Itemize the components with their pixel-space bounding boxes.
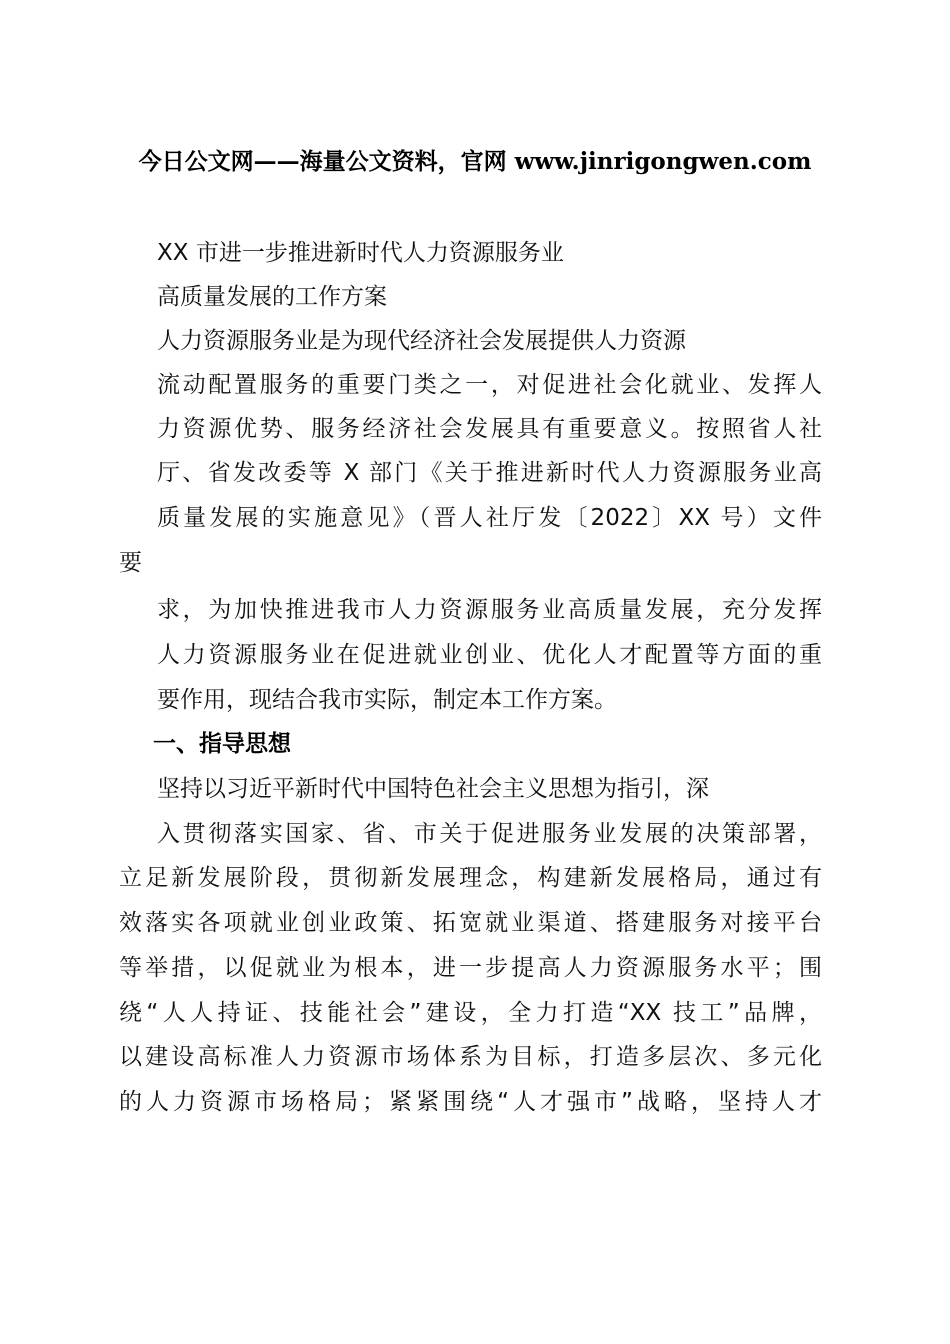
body-line: 等举措，以促就业为根本，进一步提高人力资源服务水平；围: [119, 955, 822, 981]
section-heading: 一、指导思想: [153, 731, 291, 757]
body-line: 效落实各项就业创业政策、拓宽就业渠道、搭建服务对接平台: [119, 910, 822, 936]
body-line: 绕“人人持证、技能社会”建设，全力打造“XX 技工”品牌，: [119, 1000, 822, 1026]
body-line: 厅、省发改委等 X 部门《关于推进新时代人力资源服务业高: [157, 460, 822, 486]
body-line: 人力资源服务业是为现代经济社会发展提供人力资源: [157, 328, 686, 354]
body-line: 质量发展的实施意见》（晋人社厅发〔2022〕XX 号）文件: [157, 505, 822, 531]
body-line: 坚持以习近平新时代中国特色社会主义思想为指引，深: [157, 776, 709, 802]
body-line: 立足新发展阶段，贯彻新发展理念，构建新发展格局，通过有: [119, 865, 822, 891]
body-line: 人力资源服务业在促进就业创业、优化人才配置等方面的重: [157, 642, 822, 668]
body-line: 力资源优势、服务经济社会发展具有重要意义。按照省人社: [157, 416, 822, 442]
body-line: 要: [119, 550, 142, 576]
body-line: 入贯彻落实国家、省、市关于促进服务业发展的决策部署，: [157, 821, 822, 847]
body-line: 要作用，现结合我市实际，制定本工作方案。: [157, 687, 617, 713]
body-line: 求，为加快推进我市人力资源服务业高质量发展，充分发挥: [157, 597, 822, 623]
document-title-line-2: 高质量发展的工作方案: [157, 284, 387, 310]
body-line: 以建设高标准人力资源市场体系为目标，打造多层次、多元化: [119, 1044, 822, 1070]
site-header-banner: 今日公文网——海量公文资料，官网 www.jinrigongwen.com: [138, 148, 812, 175]
document-title-line-1: XX 市进一步推进新时代人力资源服务业: [157, 240, 564, 266]
body-line: 流动配置服务的重要门类之一，对促进社会化就业、发挥人: [157, 372, 822, 398]
body-line: 的人力资源市场格局；紧紧围绕“人才强市”战略，坚持人才: [119, 1089, 822, 1115]
